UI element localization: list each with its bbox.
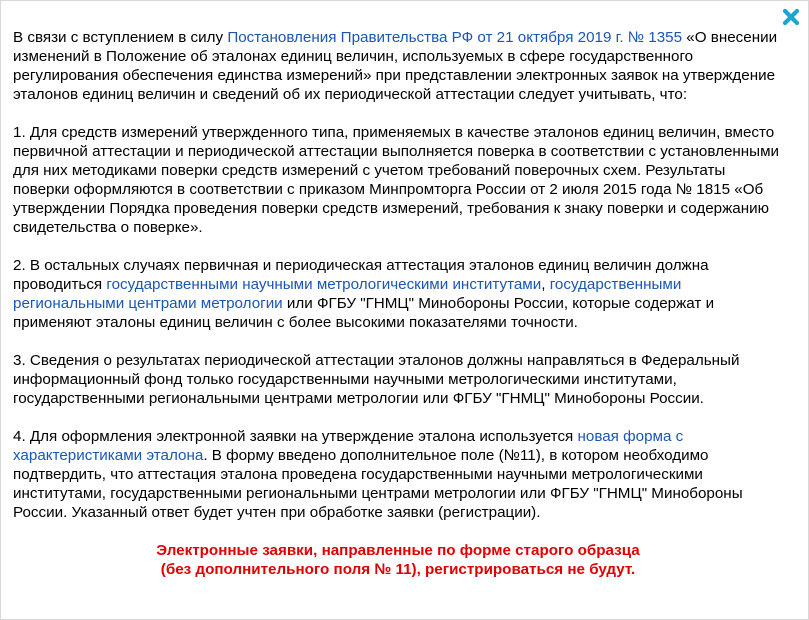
item-2-paragraph — [13, 256, 783, 332]
new-form-link[interactable]: новая форма с характеристиками эталона — [13, 428, 684, 464]
warning-message — [13, 541, 783, 579]
warning-line-1: Электронные заявки, направленные по форме старого образца — [156, 542, 640, 559]
intro-text: В связи с вступлением в силу — [13, 29, 228, 46]
item-2-text-continued: или ФГБУ "ГНМЦ" Минобороны России, которые содержат и применяют эталоны единиц величин с более высокими показателями точности. — [13, 295, 715, 331]
notice-content — [13, 28, 783, 579]
item-2-text: 2. В остальных случаях первичная и периодическая аттестация эталонов единиц величин должна проводиться — [13, 257, 709, 293]
item-4-paragraph — [13, 427, 783, 522]
item-3-paragraph: 3. Сведения о результатах периодической аттестации эталонов должны направляться в Федеральный информационный фонд только государственными научными метрологическими институтами, государственными региональными центрами метрологии или ФГБУ "ГНМЦ" Минобороны России. — [13, 352, 740, 407]
warning-line-2: (без дополнительного поля № 11), регистрироваться не будут. — [160, 561, 636, 578]
government-decree-link[interactable]: Постановления Правительства РФ от 21 октября 2019 г. № 1355 — [227, 29, 683, 46]
intro-paragraph — [13, 28, 783, 104]
intro-text-continued: «О внесении изменений в Положение об эталонах единиц величин, используемых в сфере государственного регулирования обеспечения единства измерений» при представлении электронных заявок на утверждение эталонов единиц величин и сведений об их периодической аттестации следует учитывать, что: — [13, 29, 778, 103]
metrology-institutes-link[interactable]: государственными научными метрологическими институтами — [106, 276, 542, 293]
item-1-paragraph: 1. Для средств измерений утвержденного типа, применяемых в качестве эталонов единиц величин, вместо первичной аттестации и периодической аттестации выполняется поверка в соответствии с установленными для них методиками поверки средств измерений с учетом требований поверочных схем. Результаты поверки оформляются в соответствии с приказом Минпромторга России от 2 июля 2015 года № 1815 «Об утверждении Порядка проведения поверки средств измерений, требования к знаку поверки и содержанию свидетельства о поверке». — [13, 124, 780, 236]
metrology-centers-link[interactable]: государственными региональными центрами метрологии — [13, 276, 682, 312]
item-2-separator: , — [541, 276, 550, 293]
item-4-text-continued: . В форму введено дополнительное поле (№11), в котором необходимо подтвердить, что аттестация эталона проведена государственными научными метрологическими институтами, государственными региональными центрами метрологии или ФГБУ "ГНМЦ" Минобороны России. Указанный ответ будет учтен при обработке заявки (регистрации). — [13, 447, 743, 521]
close-button[interactable] — [781, 7, 801, 27]
item-4-text: 4. Для оформления электронной заявки на утверждение эталона используется — [13, 428, 578, 445]
close-x-icon[interactable] — [781, 7, 801, 27]
